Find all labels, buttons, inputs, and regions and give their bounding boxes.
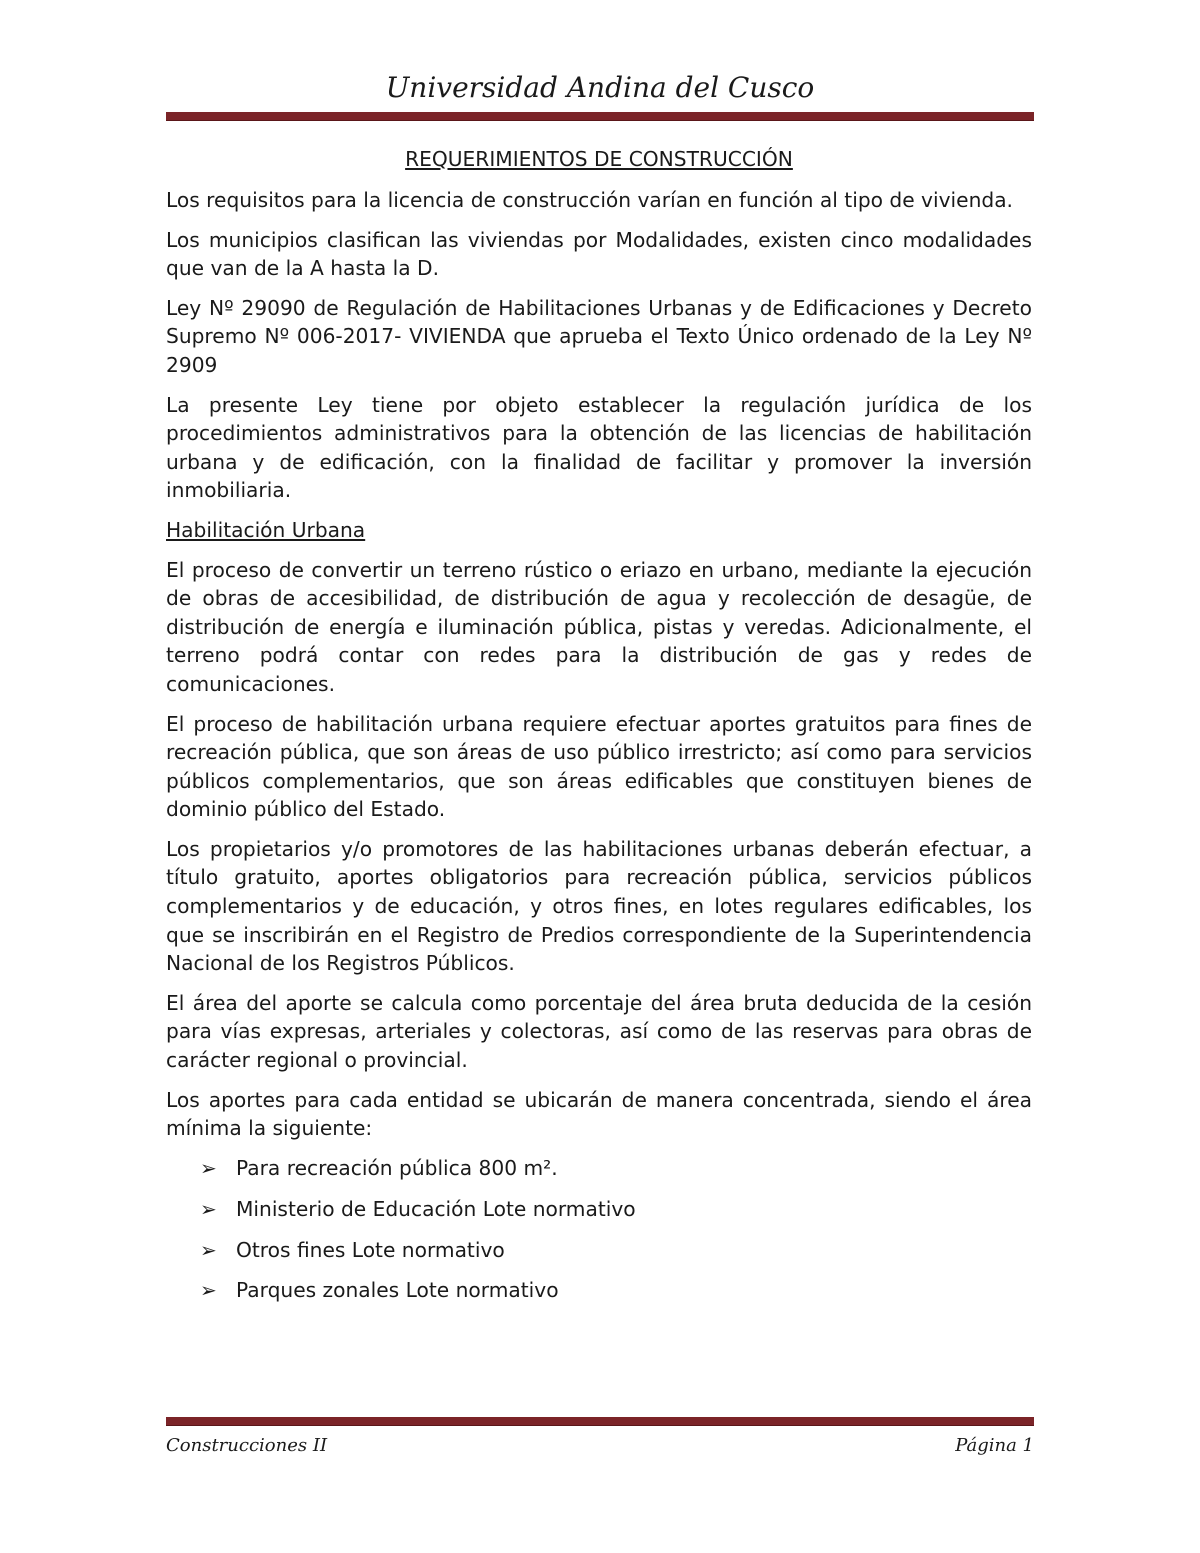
paragraph: El proceso de habilitación urbana requiere efectuar aportes gratuitos para fines de recreación pública, que son áreas de uso público irrestricto; así como para servicios públicos complementarios, que son áreas edificables que constituyen bienes de dominio público del Estado.	[166, 711, 1032, 822]
arrow-bullet-icon: ➢	[200, 1278, 217, 1303]
paragraph: Los propietarios y/o promotores de las habilitaciones urbanas deberán efectuar, a título gratuito, aportes obligatorios para recreación pública, servicios públicos complementarios y de educación, y otros fines, en lotes regulares edificables, los que se inscribirán en el Registro de Predios correspondiente de la Superintendencia Nacional de los Registros Públicos.	[166, 836, 1032, 976]
paragraph: Ley Nº 29090 de Regulación de Habilitaciones Urbanas y de Edificaciones y Decreto Supremo Nº 006-2017- VIVIENDA que aprueba el Texto Único ordenado de la Ley Nº 2909	[166, 295, 1032, 377]
section-heading: Habilitación Urbana	[166, 517, 366, 542]
list-item-text: Otros fines Lote normativo	[236, 1237, 505, 1262]
paragraph: Los municipios clasifican las viviendas por Modalidades, existen cinco modalidades que van de la A hasta la D.	[166, 227, 1032, 281]
header-title: Universidad Andina del Cusco	[385, 71, 815, 104]
header-rule	[166, 112, 1034, 120]
footer-rule	[166, 1417, 1034, 1425]
paragraph: La presente Ley tiene por objeto establecer la regulación jurídica de los procedimientos administrativos para la obtención de las licencias de habilitación urbana y de edificación, con la finalidad de facilitar y promover la inversión inmobiliaria.	[166, 392, 1032, 503]
arrow-bullet-icon: ➢	[200, 1196, 217, 1221]
list-item-text: Para recreación pública 800 m².	[236, 1155, 558, 1180]
document-title: REQUERIMIENTOS DE CONSTRUCCIÓN	[405, 147, 793, 171]
footer-page-number: Página 1	[955, 1435, 1034, 1456]
arrow-bullet-icon: ➢	[200, 1155, 217, 1180]
list-item-text: Parques zonales Lote normativo	[236, 1278, 559, 1303]
arrow-bullet-icon: ➢	[200, 1237, 217, 1262]
list-item	[200, 1195, 1032, 1224]
footer-course-name: Construcciones II	[166, 1435, 328, 1456]
bullet-list	[166, 1154, 1032, 1305]
paragraph: El área del aporte se calcula como porcentaje del área bruta deducida de la cesión para vías expresas, arteriales y colectoras, así como de las reservas para obras de carácter regional o provincial.	[166, 990, 1032, 1073]
document-body	[166, 140, 1032, 1317]
paragraph: Los requisitos para la licencia de construcción varían en función al tipo de vivienda.	[166, 188, 1013, 212]
list-item	[200, 1154, 1032, 1183]
list-item	[200, 1236, 1032, 1265]
paragraph: Los aportes para cada entidad se ubicarán de manera concentrada, siendo el área mínima la siguiente:	[166, 1087, 1032, 1141]
paragraph: El proceso de convertir un terreno rústico o eriazo en urbano, mediante la ejecución de obras de accesibilidad, de distribución de agua y recolección de desagüe, de distribución de energía e iluminación pública, pistas y veredas. Adicionalmente, el terreno podrá contar con redes para la distribución de gas y redes de comunicaciones.	[166, 557, 1032, 696]
list-item-text: Ministerio de Educación Lote normativo	[236, 1196, 636, 1221]
list-item	[200, 1276, 1032, 1305]
